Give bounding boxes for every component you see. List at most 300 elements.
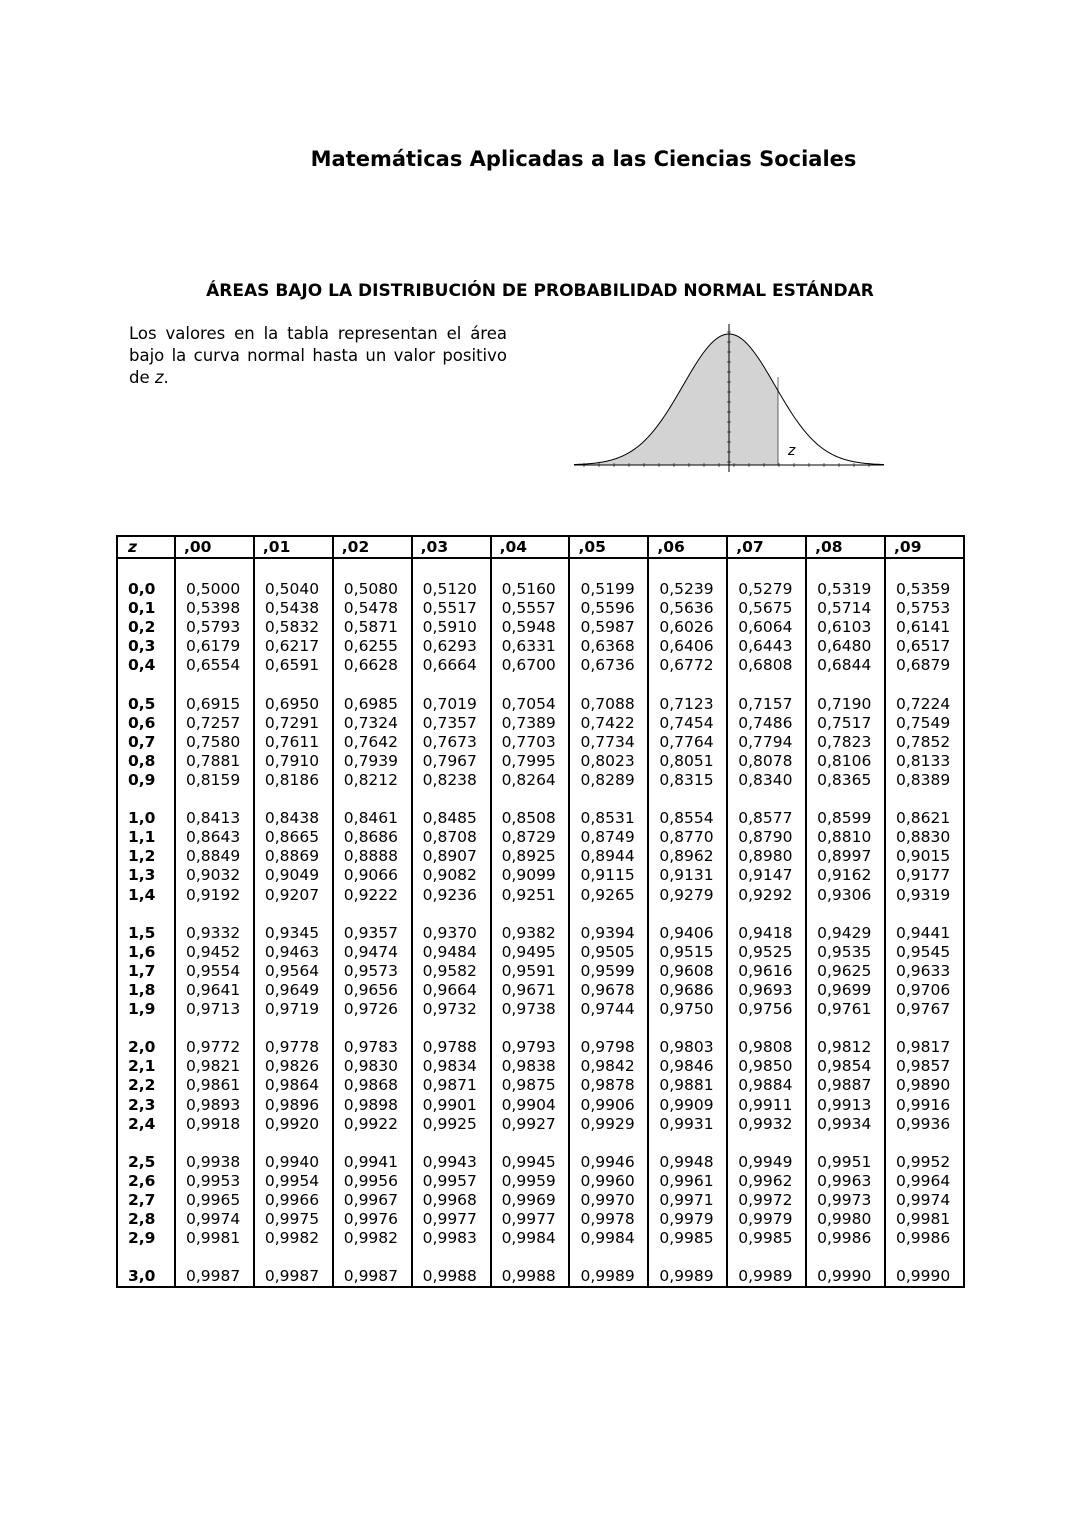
probability-cell: 0,9906	[569, 1096, 648, 1115]
probability-cell: 0,9936	[885, 1115, 964, 1134]
table-row	[117, 599, 964, 618]
probability-cell: 0,9881	[648, 1076, 727, 1095]
probability-cell: 0,9967	[333, 1191, 412, 1210]
probability-cell: 0,9987	[254, 1267, 333, 1287]
z-value: 1,8	[117, 981, 175, 1000]
probability-cell: 0,6293	[412, 637, 491, 656]
probability-cell: 0,6406	[648, 637, 727, 656]
spacer-cell	[727, 1248, 806, 1267]
probability-cell: 0,9429	[806, 924, 885, 943]
probability-cell: 0,8925	[491, 847, 570, 866]
probability-cell: 0,8749	[569, 828, 648, 847]
probability-cell: 0,9953	[175, 1172, 254, 1191]
spacer-cell	[727, 558, 806, 580]
z-value: 1,3	[117, 866, 175, 885]
probability-cell: 0,9918	[175, 1115, 254, 1134]
probability-cell: 0,9913	[806, 1096, 885, 1115]
spacer-cell	[117, 675, 175, 694]
probability-cell: 0,9015	[885, 847, 964, 866]
probability-cell: 0,5199	[569, 580, 648, 599]
column-header: ,02	[333, 536, 412, 558]
table-row	[117, 1076, 964, 1095]
probability-cell: 0,9099	[491, 866, 570, 885]
probability-cell: 0,5398	[175, 599, 254, 618]
spacer-cell	[569, 558, 648, 580]
spacer-cell	[491, 675, 570, 694]
probability-cell: 0,9633	[885, 962, 964, 981]
probability-cell: 0,9973	[806, 1191, 885, 1210]
probability-cell: 0,9922	[333, 1115, 412, 1134]
spacer-cell	[885, 558, 964, 580]
table-header-row	[117, 536, 964, 558]
probability-cell: 0,5948	[491, 618, 570, 637]
z-value: 0,2	[117, 618, 175, 637]
probability-cell: 0,9834	[412, 1057, 491, 1076]
probability-cell: 0,8106	[806, 752, 885, 771]
probability-cell: 0,9989	[648, 1267, 727, 1287]
probability-cell: 0,5239	[648, 580, 727, 599]
spacer-cell	[727, 1134, 806, 1153]
probability-cell: 0,9554	[175, 962, 254, 981]
probability-cell: 0,8621	[885, 809, 964, 828]
column-header: ,07	[727, 536, 806, 558]
probability-cell: 0,9525	[727, 943, 806, 962]
table-row	[117, 1229, 964, 1248]
probability-cell: 0,9934	[806, 1115, 885, 1134]
probability-cell: 0,9452	[175, 943, 254, 962]
probability-cell: 0,9932	[727, 1115, 806, 1134]
probability-cell: 0,7357	[412, 714, 491, 733]
probability-cell: 0,9978	[569, 1210, 648, 1229]
probability-cell: 0,9599	[569, 962, 648, 981]
probability-cell: 0,9671	[491, 981, 570, 1000]
table-row	[117, 943, 964, 962]
probability-cell: 0,7549	[885, 714, 964, 733]
probability-cell: 0,9756	[727, 1000, 806, 1019]
probability-cell: 0,9131	[648, 866, 727, 885]
probability-cell: 0,9987	[333, 1267, 412, 1287]
probability-cell: 0,9929	[569, 1115, 648, 1134]
probability-cell: 0,9983	[412, 1229, 491, 1248]
z-label: z	[788, 443, 796, 459]
probability-cell: 0,7939	[333, 752, 412, 771]
spacer-cell	[333, 1248, 412, 1267]
probability-cell: 0,5080	[333, 580, 412, 599]
probability-cell: 0,9984	[569, 1229, 648, 1248]
probability-cell: 0,6064	[727, 618, 806, 637]
spacer-cell	[491, 790, 570, 809]
probability-cell: 0,9966	[254, 1191, 333, 1210]
probability-cell: 0,7157	[727, 695, 806, 714]
probability-cell: 0,8643	[175, 828, 254, 847]
spacer-cell	[333, 790, 412, 809]
probability-cell: 0,5557	[491, 599, 570, 618]
z-value: 2,4	[117, 1115, 175, 1134]
z-value: 2,8	[117, 1210, 175, 1229]
probability-cell: 0,9964	[885, 1172, 964, 1191]
probability-cell: 0,9861	[175, 1076, 254, 1095]
probability-cell: 0,9896	[254, 1096, 333, 1115]
probability-cell: 0,8980	[727, 847, 806, 866]
probability-cell: 0,7389	[491, 714, 570, 733]
spacer-cell	[727, 675, 806, 694]
probability-cell: 0,5438	[254, 599, 333, 618]
probability-cell: 0,8830	[885, 828, 964, 847]
probability-cell: 0,7910	[254, 752, 333, 771]
spacer-cell	[569, 905, 648, 924]
table-row	[117, 981, 964, 1000]
probability-cell: 0,9292	[727, 886, 806, 905]
probability-cell: 0,9738	[491, 1000, 570, 1019]
probability-cell: 0,9812	[806, 1038, 885, 1057]
probability-cell: 0,8686	[333, 828, 412, 847]
probability-cell: 0,9911	[727, 1096, 806, 1115]
group-spacer	[117, 675, 964, 694]
z-value: 0,7	[117, 733, 175, 752]
probability-cell: 0,7823	[806, 733, 885, 752]
column-header: ,08	[806, 536, 885, 558]
probability-cell: 0,9826	[254, 1057, 333, 1076]
table-row	[117, 752, 964, 771]
probability-cell: 0,6664	[412, 656, 491, 675]
z-value: 1,4	[117, 886, 175, 905]
spacer-cell	[806, 1248, 885, 1267]
probability-cell: 0,8508	[491, 809, 570, 828]
probability-cell: 0,9177	[885, 866, 964, 885]
probability-cell: 0,9946	[569, 1153, 648, 1172]
probability-cell: 0,9744	[569, 1000, 648, 1019]
probability-cell: 0,9706	[885, 981, 964, 1000]
table-row	[117, 1153, 964, 1172]
table-row	[117, 1267, 964, 1287]
table-row	[117, 1057, 964, 1076]
probability-cell: 0,9875	[491, 1076, 570, 1095]
probability-cell: 0,9954	[254, 1172, 333, 1191]
probability-cell: 0,6736	[569, 656, 648, 675]
probability-cell: 0,6026	[648, 618, 727, 637]
probability-cell: 0,9990	[885, 1267, 964, 1287]
probability-cell: 0,9115	[569, 866, 648, 885]
probability-cell: 0,5319	[806, 580, 885, 599]
spacer-cell	[885, 790, 964, 809]
probability-cell: 0,9573	[333, 962, 412, 981]
probability-cell: 0,9925	[412, 1115, 491, 1134]
table-row	[117, 866, 964, 885]
probability-cell: 0,8315	[648, 771, 727, 790]
probability-cell: 0,9971	[648, 1191, 727, 1210]
probability-cell: 0,6844	[806, 656, 885, 675]
probability-cell: 0,9949	[727, 1153, 806, 1172]
z-value: 0,3	[117, 637, 175, 656]
probability-cell: 0,5871	[333, 618, 412, 637]
shaded-area	[574, 334, 778, 465]
spacer-cell	[254, 558, 333, 580]
z-value: 2,6	[117, 1172, 175, 1191]
probability-cell: 0,9474	[333, 943, 412, 962]
spacer-cell	[175, 675, 254, 694]
probability-cell: 0,9515	[648, 943, 727, 962]
probability-cell: 0,9803	[648, 1038, 727, 1057]
probability-cell: 0,9699	[806, 981, 885, 1000]
probability-cell: 0,8810	[806, 828, 885, 847]
probability-cell: 0,6591	[254, 656, 333, 675]
probability-cell: 0,6915	[175, 695, 254, 714]
spacer-cell	[885, 905, 964, 924]
probability-cell: 0,9778	[254, 1038, 333, 1057]
probability-cell: 0,5000	[175, 580, 254, 599]
probability-cell: 0,9406	[648, 924, 727, 943]
probability-cell: 0,9279	[648, 886, 727, 905]
table-row	[117, 1115, 964, 1134]
probability-cell: 0,6103	[806, 618, 885, 637]
probability-cell: 0,9686	[648, 981, 727, 1000]
z-value: 1,5	[117, 924, 175, 943]
table-row	[117, 962, 964, 981]
probability-cell: 0,9251	[491, 886, 570, 905]
spacer-cell	[412, 1248, 491, 1267]
probability-cell: 0,9943	[412, 1153, 491, 1172]
probability-cell: 0,9306	[806, 886, 885, 905]
probability-cell: 0,9319	[885, 886, 964, 905]
probability-cell: 0,9783	[333, 1038, 412, 1057]
probability-cell: 0,8051	[648, 752, 727, 771]
spacer-cell	[491, 905, 570, 924]
probability-cell: 0,9750	[648, 1000, 727, 1019]
probability-cell: 0,9965	[175, 1191, 254, 1210]
probability-cell: 0,7734	[569, 733, 648, 752]
spacer-cell	[175, 558, 254, 580]
probability-cell: 0,7190	[806, 695, 885, 714]
probability-cell: 0,8413	[175, 809, 254, 828]
probability-cell: 0,9887	[806, 1076, 885, 1095]
table-row	[117, 1096, 964, 1115]
spacer-cell	[648, 1134, 727, 1153]
probability-cell: 0,6808	[727, 656, 806, 675]
spacer-cell	[412, 790, 491, 809]
probability-cell: 0,5675	[727, 599, 806, 618]
probability-cell: 0,9987	[175, 1267, 254, 1287]
z-value: 2,2	[117, 1076, 175, 1095]
page-title: Matemáticas Aplicadas a las Ciencias Sociales	[310, 147, 857, 171]
probability-cell: 0,7852	[885, 733, 964, 752]
probability-cell: 0,8133	[885, 752, 964, 771]
normal-distribution-table	[116, 535, 965, 1288]
probability-cell: 0,6554	[175, 656, 254, 675]
probability-cell: 0,8212	[333, 771, 412, 790]
probability-cell: 0,9985	[648, 1229, 727, 1248]
table-row	[117, 618, 964, 637]
probability-cell: 0,9940	[254, 1153, 333, 1172]
probability-cell: 0,9979	[648, 1210, 727, 1229]
spacer-cell	[254, 1019, 333, 1038]
probability-cell: 0,7764	[648, 733, 727, 752]
probability-cell: 0,8159	[175, 771, 254, 790]
z-value: 2,1	[117, 1057, 175, 1076]
z-value: 1,2	[117, 847, 175, 866]
probability-cell: 0,9988	[412, 1267, 491, 1287]
spacer-cell	[254, 1248, 333, 1267]
probability-cell: 0,9982	[333, 1229, 412, 1248]
probability-cell: 0,8186	[254, 771, 333, 790]
probability-cell: 0,9608	[648, 962, 727, 981]
probability-cell: 0,9821	[175, 1057, 254, 1076]
probability-cell: 0,8485	[412, 809, 491, 828]
probability-cell: 0,7703	[491, 733, 570, 752]
probability-cell: 0,9931	[648, 1115, 727, 1134]
probability-cell: 0,9265	[569, 886, 648, 905]
probability-cell: 0,9772	[175, 1038, 254, 1057]
probability-cell: 0,9985	[727, 1229, 806, 1248]
z-value: 0,8	[117, 752, 175, 771]
probability-cell: 0,9222	[333, 886, 412, 905]
probability-cell: 0,9505	[569, 943, 648, 962]
spacer-cell	[727, 1019, 806, 1038]
probability-cell: 0,9798	[569, 1038, 648, 1057]
spacer-cell	[175, 790, 254, 809]
probability-cell: 0,9986	[885, 1229, 964, 1248]
spacer-cell	[117, 790, 175, 809]
probability-cell: 0,9980	[806, 1210, 885, 1229]
probability-cell: 0,9968	[412, 1191, 491, 1210]
probability-cell: 0,9871	[412, 1076, 491, 1095]
probability-cell: 0,9977	[412, 1210, 491, 1229]
probability-cell: 0,9382	[491, 924, 570, 943]
probability-cell: 0,7517	[806, 714, 885, 733]
probability-cell: 0,6480	[806, 637, 885, 656]
spacer-cell	[333, 1019, 412, 1038]
probability-cell: 0,5987	[569, 618, 648, 637]
z-value: 0,5	[117, 695, 175, 714]
probability-cell: 0,5910	[412, 618, 491, 637]
probability-cell: 0,7088	[569, 695, 648, 714]
table-row	[117, 637, 964, 656]
probability-cell: 0,8869	[254, 847, 333, 866]
table-row	[117, 828, 964, 847]
probability-cell: 0,8888	[333, 847, 412, 866]
spacer-cell	[885, 1019, 964, 1038]
probability-cell: 0,8438	[254, 809, 333, 828]
probability-cell: 0,8997	[806, 847, 885, 866]
spacer-cell	[885, 675, 964, 694]
probability-cell: 0,9192	[175, 886, 254, 905]
probability-cell: 0,8023	[569, 752, 648, 771]
probability-cell: 0,9641	[175, 981, 254, 1000]
z-value: 1,1	[117, 828, 175, 847]
probability-cell: 0,9977	[491, 1210, 570, 1229]
probability-cell: 0,6879	[885, 656, 964, 675]
column-header-z: z	[117, 536, 175, 558]
section-title: ÁREAS BAJO LA DISTRIBUCIÓN DE PROBABILIDAD NORMAL ESTÁNDAR	[206, 281, 874, 301]
probability-cell: 0,9884	[727, 1076, 806, 1095]
z-value: 0,4	[117, 656, 175, 675]
table-row	[117, 1172, 964, 1191]
spacer-cell	[333, 675, 412, 694]
table-row	[117, 771, 964, 790]
spacer-cell	[648, 1248, 727, 1267]
probability-cell: 0,6141	[885, 618, 964, 637]
probability-cell: 0,9945	[491, 1153, 570, 1172]
spacer-cell	[117, 1019, 175, 1038]
probability-cell: 0,9878	[569, 1076, 648, 1095]
spacer-cell	[175, 1134, 254, 1153]
spacer-cell	[569, 675, 648, 694]
spacer-cell	[412, 1134, 491, 1153]
probability-cell: 0,9649	[254, 981, 333, 1000]
probability-cell: 0,8577	[727, 809, 806, 828]
probability-cell: 0,7611	[254, 733, 333, 752]
probability-cell: 0,9713	[175, 1000, 254, 1019]
probability-cell: 0,7257	[175, 714, 254, 733]
probability-cell: 0,9920	[254, 1115, 333, 1134]
probability-cell: 0,8554	[648, 809, 727, 828]
probability-cell: 0,9846	[648, 1057, 727, 1076]
probability-cell: 0,9535	[806, 943, 885, 962]
probability-cell: 0,5120	[412, 580, 491, 599]
probability-cell: 0,5753	[885, 599, 964, 618]
table-row	[117, 1000, 964, 1019]
spacer-cell	[806, 905, 885, 924]
probability-cell: 0,6628	[333, 656, 412, 675]
spacer-cell	[727, 790, 806, 809]
probability-cell: 0,9842	[569, 1057, 648, 1076]
probability-cell: 0,9357	[333, 924, 412, 943]
probability-cell: 0,6950	[254, 695, 333, 714]
probability-cell: 0,9868	[333, 1076, 412, 1095]
probability-cell: 0,9656	[333, 981, 412, 1000]
description-text: Los valores en la tabla representan el área bajo la curva normal hasta un valor positivo de	[129, 324, 507, 387]
probability-cell: 0,9545	[885, 943, 964, 962]
z-value: 1,7	[117, 962, 175, 981]
probability-cell: 0,6700	[491, 656, 570, 675]
spacer-cell	[412, 1019, 491, 1038]
group-spacer	[117, 1248, 964, 1267]
probability-cell: 0,7291	[254, 714, 333, 733]
table-row	[117, 714, 964, 733]
probability-cell: 0,6179	[175, 637, 254, 656]
probability-cell: 0,5596	[569, 599, 648, 618]
probability-cell: 0,9066	[333, 866, 412, 885]
spacer-cell	[806, 790, 885, 809]
z-value: 1,0	[117, 809, 175, 828]
spacer-cell	[333, 905, 412, 924]
spacer-cell	[648, 790, 727, 809]
probability-cell: 0,6368	[569, 637, 648, 656]
table-description	[129, 323, 507, 389]
probability-cell: 0,9441	[885, 924, 964, 943]
probability-cell: 0,6517	[885, 637, 964, 656]
description-end: .	[163, 368, 169, 387]
probability-cell: 0,9049	[254, 866, 333, 885]
spacer-cell	[412, 675, 491, 694]
probability-cell: 0,9975	[254, 1210, 333, 1229]
probability-cell: 0,8365	[806, 771, 885, 790]
probability-cell: 0,9976	[333, 1210, 412, 1229]
spacer-cell	[117, 558, 175, 580]
probability-cell: 0,5517	[412, 599, 491, 618]
probability-cell: 0,7324	[333, 714, 412, 733]
normal-curve-figure	[570, 322, 888, 474]
spacer-cell	[333, 558, 412, 580]
probability-cell: 0,9960	[569, 1172, 648, 1191]
group-spacer	[117, 790, 964, 809]
spacer-cell	[569, 1019, 648, 1038]
probability-cell: 0,7019	[412, 695, 491, 714]
probability-cell: 0,9564	[254, 962, 333, 981]
z-value: 2,5	[117, 1153, 175, 1172]
probability-cell: 0,7881	[175, 752, 254, 771]
probability-cell: 0,9982	[254, 1229, 333, 1248]
probability-cell: 0,9082	[412, 866, 491, 885]
